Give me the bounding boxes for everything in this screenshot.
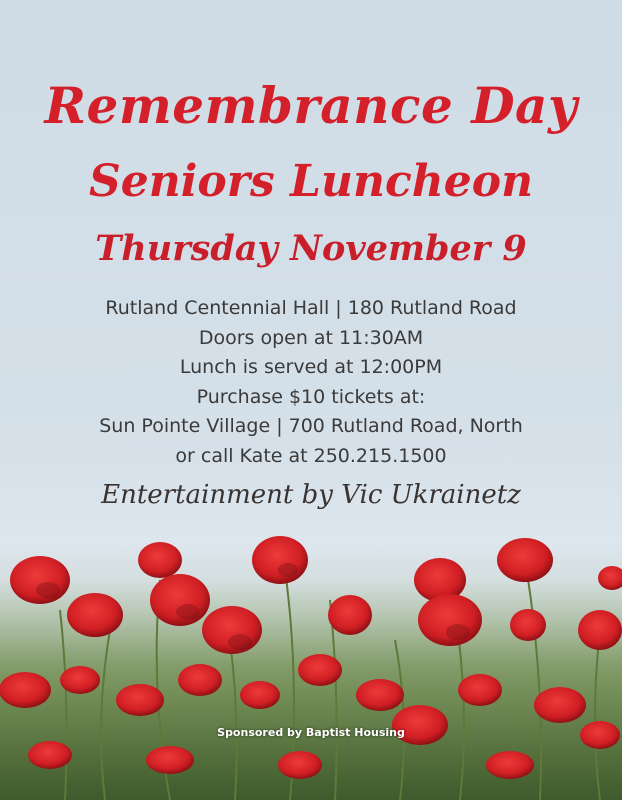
tickets-line: Purchase $10 tickets at: xyxy=(196,385,426,408)
event-date: Thursday November 9 xyxy=(95,228,527,269)
doors-line: Doors open at 11:30AM xyxy=(198,326,424,349)
venue-line: Rutland Centennial Hall | 180 Rutland Road xyxy=(105,297,517,319)
ticket-location-line: Sun Pointe Village | 700 Rutland Road, North xyxy=(99,415,523,437)
title-line-2: Seniors Luncheon xyxy=(88,156,534,207)
event-details xyxy=(0,294,622,471)
poppy-field-illustration xyxy=(0,520,622,800)
lunch-line: Lunch is served at 12:00PM xyxy=(179,356,443,378)
entertainment-line: Entertainment by Vic Ukrainetz xyxy=(101,480,521,510)
phone-line: or call Kate at 250.215.1500 xyxy=(175,444,447,467)
title-line-1: Remembrance Day xyxy=(44,76,578,135)
sponsor-credit: Sponsored by Baptist Housing xyxy=(217,726,405,739)
